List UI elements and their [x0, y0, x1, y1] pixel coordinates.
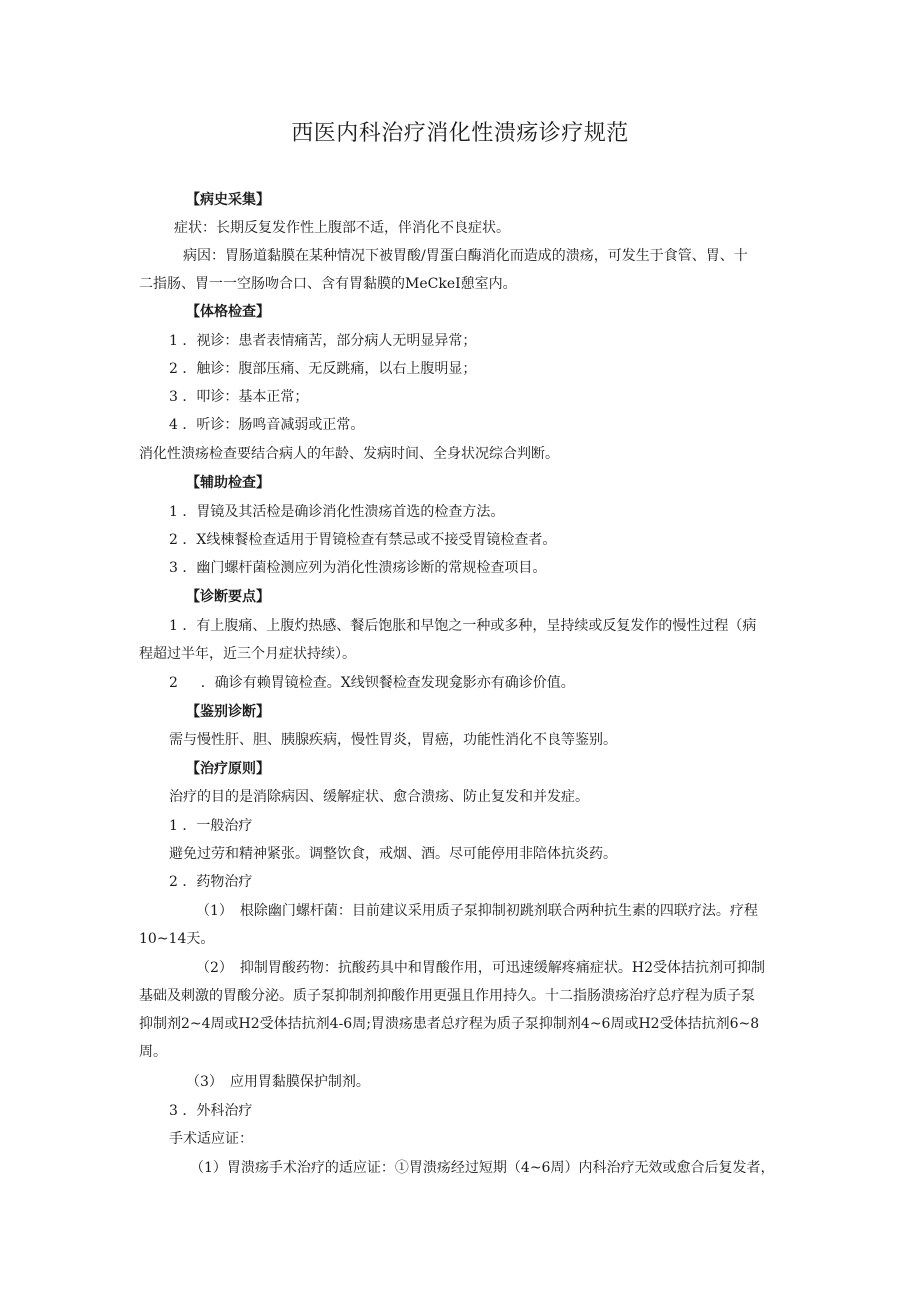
tx-drug-1-line1: （1） 根除幽门螺杆菌：目前建议采用质子泵抑制初跳剂联合两种抗生素的四联疗法。疗程	[196, 903, 758, 919]
heading-ddx: 【鉴别诊断】	[186, 704, 270, 720]
dx-item-1-line1: 1 ．有上腹痛、上腹灼热感、餐后饱胀和早饱之一种或多种，呈持续或反复发作的慢性过程（病	[169, 618, 757, 634]
tx-general-text: 避免过劳和精神紧张。调整饮食，戒烟、酒。尽可能停用非陪体抗炎药。	[169, 846, 617, 862]
history-cause-line2: 二指肠、胃一一空肠吻合口、含有胃黏膜的MeCkeI憩室内。	[139, 276, 517, 292]
heading-exam: 【体格检查】	[186, 304, 270, 320]
exam-item-4: 4 ．听诊：肠鸣音减弱或正常。	[169, 417, 365, 433]
tx-surgery-1: （1）胃溃疡手术治疗的适应证：①胃溃疡经过短期（4~6周）内科治疗无效或愈合后复发者，	[190, 1160, 775, 1176]
history-cause-line1: 病因：胃肠道黏膜在某种情况下被胃酸/胃蛋白酶消化而造成的溃疡，可发生于食管、胃、十	[183, 248, 748, 264]
tx-drug-2-line2: 基础及刺激的胃酸分泌。质子泵抑制剂抑酸作用更强且作用持久。十二指肠溃疡治疗总疗程为质子泵	[139, 988, 755, 1004]
dx-item-1-line2: 程超过半年，近三个月症状持续）。	[139, 646, 356, 662]
heading-dx: 【诊断要点】	[186, 589, 270, 605]
tx-surgery: 3 ．外科治疗	[169, 1103, 253, 1119]
tx-drug-3: （3） 应用胃黏膜保护制剂。	[186, 1074, 370, 1090]
exam-item-2: 2 ．触诊：腹部压痛、无反跳痛，以右上腹明显；	[169, 361, 477, 377]
tx-drug-2-line3: 抑制剂2~4周或H2受体拮抗剂4-6周;胃溃疡患者总疗程为质子泵抑制剂4~6周或H2受体拮抗剂6~8	[139, 1016, 760, 1032]
heading-tx: 【治疗原则】	[186, 761, 270, 777]
tx-goal: 治疗的目的是消除病因、缓解症状、愈合溃疡、防止复发和并发症。	[169, 789, 589, 805]
exam-item-3: 3 ．叩诊：基本正常；	[169, 389, 309, 405]
tx-drug-2-line4: 周。	[139, 1044, 167, 1060]
tx-drug-2-line1: （2） 抑制胃酸药物：抗酸药具中和胃酸作用，可迅速缓解疼痛症状。H2受体拮抗剂可抑制	[196, 960, 766, 976]
aux-item-2: 2 ．X线棟餐检查适用于胃镜检查有禁忌或不接受胃镜检查者。	[169, 532, 557, 548]
tx-surgery-indications: 手术适应证：	[169, 1131, 253, 1147]
heading-aux: 【辅助检查】	[186, 475, 270, 491]
tx-drug: 2 ．药物治疗	[169, 874, 253, 890]
history-symptom: 症状：长期反复发作性上腹部不适，伴消化不良症状。	[174, 220, 510, 236]
page-title: 西医内科治疗消化性溃疡诊疗规范	[291, 121, 629, 146]
exam-note: 消化性溃疡检查要结合病人的年龄、发病时间、全身状况综合判断。	[139, 446, 559, 462]
heading-history: 【病史采集】	[186, 192, 270, 208]
ddx-text: 需与慢性肝、胆、胰腺疾病，慢性胃炎，胃癌，功能性消化不良等鉴别。	[169, 732, 617, 748]
tx-general: 1 ．一般治疗	[169, 818, 253, 834]
aux-item-1: 1 ．胃镜及其活检是确诊消化性溃疡首选的检查方法。	[169, 504, 505, 520]
exam-item-1: 1 ．视诊：患者表情痛苦，部分病人无明显异常；	[169, 333, 477, 349]
aux-item-3: 3 ．幽门螺杆菌检测应列为消化性溃疡诊断的常规检查项目。	[169, 560, 547, 576]
tx-drug-1-line2: 10~14天。	[139, 931, 215, 947]
dx-item-2: 2 ．确诊有赖胃镜检查。X线钡餐检查发现龛影亦有确诊价值。	[169, 675, 575, 691]
